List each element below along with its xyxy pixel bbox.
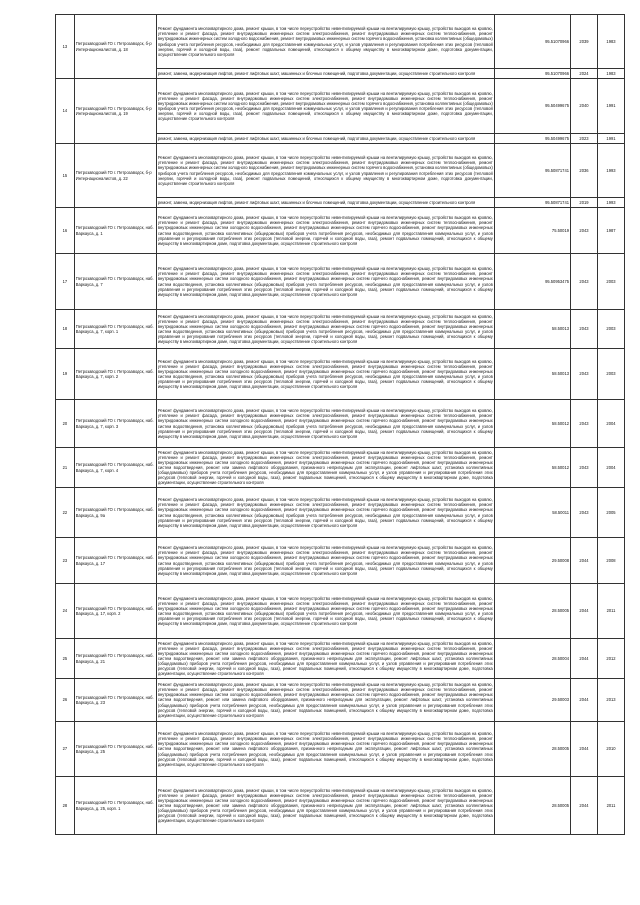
row-number: 25 <box>56 639 75 679</box>
building-address: Петрозаводский ГО г. Петрозаводск, наб. Варкауса, д. 25 <box>74 722 156 777</box>
building-address: Петрозаводский ГО г. Петрозаводск, б-р Интернационалистов, д. 18 <box>74 15 156 79</box>
planned-year: 2023 <box>571 134 598 144</box>
cadastral-number: 28.50005 <box>494 722 570 777</box>
planned-year: 2043 <box>571 349 598 400</box>
cadastral-number: 95.51070966 <box>494 15 570 69</box>
row-number: 24 <box>56 584 75 639</box>
cadastral-number: 95.50871741 <box>494 198 570 208</box>
row-number: 21 <box>56 448 75 488</box>
planned-year: 2044 <box>571 722 598 777</box>
table-row <box>56 448 625 488</box>
build-year: 1991 <box>597 79 624 134</box>
row-number: 20 <box>56 400 75 448</box>
planned-year: 2044 <box>571 679 598 722</box>
building-address: Петрозаводский ГО г. Петрозаводск, наб. Варкауса, д. 7, корп. 3 <box>74 400 156 448</box>
work-description <box>156 254 494 310</box>
work-description-text: Ремонт фундамента многоквартирного дома, ремонт крыши, в том числе переустройство невентилируемой крыши на вентилируемую крышу, устройство выходов на кровлю, утепление и ремонт фасада, ремонт внутридомовых инженерных систем электроснабжения, ремонт внутридомовых инженерных систем теплоснабжения, ремонт внутридомовых инженерных систем холодного водоснабжения, ремонт внутридомовых инженерных систем горячего водоснабжения, ремонт внутридомовых инженерных систем водоотведения, ремонт или замена лифтового оборудования, признанного непригодным для эксплуатации, ремонт лифтовых шахт, установка коллективных (общедомовых) приборов учета потребления ресурсов, необходимых для предоставления коммунальных услуг, и узлов управления и регулирования потребления этих ресурсов (тепловой энергии, горячей и холодной воды, газа), ремонт подвальных помещений, относящихся к общему имуществу в многоквартирном доме, подготовка документации, осуществление строительного контроля <box>157 682 493 718</box>
work-description-text: Ремонт фундамента многоквартирного дома, ремонт крыши, в том числе переустройство невентилируемой крыши на вентилируемую крышу, устройство выходов на кровлю, утепление и ремонт фасада, ремонт внутридомовых инженерных систем электроснабжения, ремонт внутридомовых инженерных систем теплоснабжения, ремонт внутридомовых инженерных систем холодного водоснабжения, ремонт внутридомовых инженерных систем горячего водоснабжения, ремонт внутридомовых инженерных систем водоотведения, ремонт или замена лифтового оборудования, признанного непригодным для эксплуатации, ремонт лифтовых шахт, установка коллективных (общедомовых) приборов учета потребления ресурсов, необходимых для предоставления коммунальных услуг, и узлов управления и регулирования потребления этих ресурсов (тепловой энергии, горячей и холодной воды, газа), ремонт подвальных помещений, относящихся к общему имуществу в многоквартирном доме, подготовка документации, осуществление строительного контроля <box>157 787 493 824</box>
table-row <box>56 400 625 448</box>
cadastral-number: 58.50012 <box>494 400 570 448</box>
cadastral-number: 28.50004 <box>494 639 570 679</box>
row-number: 23 <box>56 538 75 584</box>
planned-year: 2043 <box>571 448 598 488</box>
work-description-text: Ремонт фундамента многоквартирного дома, ремонт крыши, в том числе переустройство невентилируемой крыши на вентилируемую крышу, устройство выходов на кровлю, утепление и ремонт фасада, ремонт внутридомовых инженерных систем электроснабжения, ремонт внутридомовых инженерных систем теплоснабжения, ремонт внутридомовых инженерных систем холодного водоснабжения, ремонт внутридомовых инженерных систем горячего водоснабжения, установка коллективных (общедомовых) приборов учета потребления ресурсов, необходимых для предоставления коммунальных услуг, и узлов управления и регулирования потребления этих ресурсов (тепловой энергии, горячей и холодной воды, газа), ремонт подвальных помещений, относящихся к общему имуществу в многоквартирном доме, подготовка документации, осуществление строительного контроля <box>157 90 493 122</box>
building-address: Петрозаводский ГО г. Петрозаводск, наб. Варкауса, д. 21 <box>74 639 156 679</box>
work-description-text: ремонт, замена, модернизация лифтов, ремонт лифтовых шахт, машинных и блочных помещений, подготовка документации, осуществление строительного контроля <box>157 70 476 76</box>
row-number: 16 <box>56 208 75 254</box>
work-description <box>156 679 494 722</box>
capital-repair-table <box>55 14 625 835</box>
cadastral-number: 58.50013 <box>494 310 570 349</box>
row-number: 15 <box>56 144 75 208</box>
work-description <box>156 134 494 144</box>
table-row <box>56 639 625 679</box>
work-description <box>156 349 494 400</box>
build-year: 2008 <box>597 538 624 584</box>
work-description <box>156 448 494 488</box>
building-address: Петрозаводский ГО г. Петрозаводск, наб. Варкауса, д. 17, корп. 2 <box>74 584 156 639</box>
table-row <box>56 144 625 198</box>
cadastral-number: 95.50499675 <box>494 79 570 134</box>
planned-year: 2039 <box>571 15 598 69</box>
build-year: 2012 <box>597 639 624 679</box>
building-address: Петрозаводский ГО г. Петрозаводск, б-р Интернационалистов, д. 19 <box>74 79 156 144</box>
work-description-text: ремонт, замена, модернизация лифтов, ремонт лифтовых шахт, машинных и блочных помещений, подготовка документации, осуществление строительного контроля <box>157 199 476 205</box>
planned-year: 2044 <box>571 584 598 639</box>
work-description <box>156 208 494 254</box>
table-row <box>56 777 625 835</box>
work-description-text: Ремонт фундамента многоквартирного дома, ремонт крыши, в том числе переустройство невентилируемой крыши на вентилируемую крышу, устройство выходов на кровлю, утепление и ремонт фасада, ремонт внутридомовых инженерных систем электроснабжения, ремонт внутридомовых инженерных систем теплоснабжения, ремонт внутридомовых инженерных систем холодного водоснабжения, ремонт внутридомовых инженерных систем горячего водоснабжения, ремонт внутридомовых инженерных систем водоотведения, ремонт или замена лифтового оборудования, признанного непригодным для эксплуатации, ремонт лифтовых шахт, установка коллективных (общедомовых) приборов учета потребления ресурсов, необходимых для предоставления коммунальных услуг, и узлов управления и регулирования потребления этих ресурсов (тепловой энергии, горячей и холодной воды, газа), ремонт подвальных помещений, относящихся к общему имуществу в многоквартирном доме, подготовка документации, осуществление строительного контроля <box>157 449 493 486</box>
row-number: 18 <box>56 310 75 349</box>
work-description-text: Ремонт фундамента многоквартирного дома, ремонт крыши, в том числе переустройство невентилируемой крыши на вентилируемую крышу, устройство выходов на кровлю, утепление и ремонт фасада, ремонт внутридомовых инженерных систем электроснабжения, ремонт внутридомовых инженерных систем теплоснабжения, ремонт внутридомовых инженерных систем холодного водоснабжения, ремонт внутридомовых инженерных систем горячего водоснабжения, ремонт внутридомовых инженерных систем водоотведения, установка коллективных (общедомовых) приборов учета потребления ресурсов, необходимых для предоставления коммунальных услуг, и узлов управления и регулирования потребления этих ресурсов (тепловой энергии, горячей и холодной воды, газа), ремонт подвальных помещений, относящихся к общему имуществу в многоквартирном доме, подготовка документации, осуществление строительного контроля <box>157 497 493 528</box>
table-row <box>56 310 625 349</box>
work-description <box>156 69 494 79</box>
planned-year: 2044 <box>571 777 598 835</box>
cadastral-number: 58.50011 <box>494 488 570 538</box>
building-address: Петрозаводский ГО г. Петрозаводск, наб. Варкауса, д. 7 <box>74 254 156 310</box>
build-year: 2005 <box>597 488 624 538</box>
planned-year: 2040 <box>571 79 598 134</box>
work-description-text: Ремонт фундамента многоквартирного дома, ремонт крыши, в том числе переустройство невентилируемой крыши на вентилируемую крышу, устройство выходов на кровлю, утепление и ремонт фасада, ремонт внутридомовых инженерных систем электроснабжения, ремонт внутридомовых инженерных систем теплоснабжения, ремонт внутридомовых инженерных систем холодного водоснабжения, ремонт внутридомовых инженерных систем горячего водоснабжения, установка коллективных (общедомовых) приборов учета потребления ресурсов, необходимых для предоставления коммунальных услуг, и узлов управления и регулирования потребления этих ресурсов (тепловой энергии, горячей и холодной воды, газа), ремонт подвальных помещений, относящихся к общему имуществу в многоквартирном доме, подготовка документации, осуществление строительного контроля <box>157 26 493 57</box>
planned-year: 2043 <box>571 208 598 254</box>
build-year: 2010 <box>597 722 624 777</box>
building-address: Петрозаводский ГО г. Петрозаводск, наб. Варкауса, д. 23 <box>74 679 156 722</box>
cadastral-number: 95.51070966 <box>494 69 570 79</box>
table-row <box>56 679 625 722</box>
work-description-text: Ремонт фундамента многоквартирного дома, ремонт крыши, в том числе переустройство невентилируемой крыши на вентилируемую крышу, устройство выходов на кровлю, утепление и ремонт фасада, ремонт внутридомовых инженерных систем электроснабжения, ремонт внутридомовых инженерных систем теплоснабжения, ремонт внутридомовых инженерных систем холодного водоснабжения, ремонт внутридомовых инженерных систем горячего водоснабжения, ремонт внутридомовых инженерных систем водоотведения, установка коллективных (общедомовых) приборов учета потребления ресурсов, необходимых для предоставления коммунальных услуг, и узлов управления и регулирования потребления этих ресурсов (тепловой энергии, горячей и холодной воды, газа), ремонт подвальных помещений, относящихся к общему имуществу в многоквартирном доме, подготовка документации, осуществление строительного контроля <box>157 313 493 345</box>
row-number: 27 <box>56 722 75 777</box>
work-description <box>156 144 494 198</box>
work-description <box>156 538 494 584</box>
planned-year: 2024 <box>571 69 598 79</box>
build-year: 1993 <box>597 198 624 208</box>
build-year: 1983 <box>597 69 624 79</box>
build-year: 2011 <box>597 584 624 639</box>
build-year: 1991 <box>597 134 624 144</box>
table-row <box>56 254 625 310</box>
row-number: 13 <box>56 15 75 79</box>
work-description-text: Ремонт фундамента многоквартирного дома, ремонт крыши, в том числе переустройство невентилируемой крыши на вентилируемую крышу, устройство выходов на кровлю, утепление и ремонт фасада, ремонт внутридомовых инженерных систем электроснабжения, ремонт внутридомовых инженерных систем теплоснабжения, ремонт внутридомовых инженерных систем холодного водоснабжения, ремонт внутридомовых инженерных систем горячего водоснабжения, установка коллективных (общедомовых) приборов учета потребления ресурсов, необходимых для предоставления коммунальных услуг, и узлов управления и регулирования потребления этих ресурсов (тепловой энергии, горячей и холодной воды, газа), ремонт подвальных помещений, относящихся к общему имуществу в многоквартирном доме, подготовка документации, осуществление строительного контроля <box>157 155 493 186</box>
work-description <box>156 310 494 349</box>
build-year: 1983 <box>597 15 624 69</box>
row-number: 19 <box>56 349 75 400</box>
build-year: 1993 <box>597 144 624 198</box>
build-year: 2003 <box>597 310 624 349</box>
work-description-text: Ремонт фундамента многоквартирного дома, ремонт крыши, в том числе переустройство невентилируемой крыши на вентилируемую крышу, устройство выходов на кровлю, утепление и ремонт фасада, ремонт внутридомовых инженерных систем электроснабжения, ремонт внутридомовых инженерных систем теплоснабжения, ремонт внутридомовых инженерных систем холодного водоснабжения, ремонт внутридомовых инженерных систем горячего водоснабжения, ремонт внутридомовых инженерных систем водоотведения, установка коллективных (общедомовых) приборов учета потребления ресурсов, необходимых для предоставления коммунальных услуг, и узлов управления и регулирования потребления этих ресурсов (тепловой энергии, горячей и холодной воды, газа), ремонт подвальных помещений, относящихся к общему имуществу в многоквартирном доме, подготовка документации, осуществление строительного контроля <box>157 408 493 439</box>
planned-year: 2044 <box>571 538 598 584</box>
table-row <box>56 349 625 400</box>
build-year: 1987 <box>597 208 624 254</box>
work-description <box>156 584 494 639</box>
build-year: 2013 <box>597 679 624 722</box>
building-address: Петрозаводский ГО г. Петрозаводск, наб. Варкауса, д. 7, корп. 2 <box>74 349 156 400</box>
work-description-text: Ремонт фундамента многоквартирного дома, ремонт крыши, в том числе переустройство невентилируемой крыши на вентилируемую крышу, устройство выходов на кровлю, утепление и ремонт фасада, ремонт внутридомовых инженерных систем электроснабжения, ремонт внутридомовых инженерных систем теплоснабжения, ремонт внутридомовых инженерных систем холодного водоснабжения, ремонт внутридомовых инженерных систем горячего водоснабжения, ремонт внутридомовых инженерных систем водоотведения, ремонт или замена лифтового оборудования, признанного непригодным для эксплуатации, ремонт лифтовых шахт, установка коллективных (общедомовых) приборов учета потребления ресурсов, необходимых для предоставления коммунальных услуг, и узлов управления и регулирования потребления этих ресурсов (тепловой энергии, горячей и холодной воды, газа), ремонт подвальных помещений, относящихся к общему имуществу в многоквартирном доме, подготовка документации, осуществление строительного контроля <box>157 731 493 767</box>
table-row <box>56 208 625 254</box>
row-number: 17 <box>56 254 75 310</box>
cadastral-number: 28.50005 <box>494 584 570 639</box>
build-year: 2004 <box>597 400 624 448</box>
table-row <box>56 15 625 69</box>
cadastral-number: 29.50008 <box>494 538 570 584</box>
building-address: Петрозаводский ГО г. Петрозаводск, наб. Варкауса, д. 7, корп. 1 <box>74 310 156 349</box>
planned-year: 2043 <box>571 488 598 538</box>
work-description-text: Ремонт фундамента многоквартирного дома, ремонт крыши, в том числе переустройство невентилируемой крыши на вентилируемую крышу, устройство выходов на кровлю, утепление и ремонт фасада, ремонт внутридомовых инженерных систем электроснабжения, ремонт внутридомовых инженерных систем теплоснабжения, ремонт внутридомовых инженерных систем холодного водоснабжения, ремонт внутридомовых инженерных систем горячего водоснабжения, ремонт внутридомовых инженерных систем водоотведения, установка коллективных (общедомовых) приборов учета потребления ресурсов, необходимых для предоставления коммунальных услуг, и узлов управления и регулирования потребления этих ресурсов (тепловой энергии, горячей и холодной воды, газа), ремонт подвальных помещений, относящихся к общему имуществу в многоквартирном доме, подготовка документации, осуществление строительного контроля <box>157 215 493 246</box>
table-row <box>56 488 625 538</box>
building-address: Петрозаводский ГО г. Петрозаводск, наб. Варкауса, д. 1 <box>74 208 156 254</box>
work-description <box>156 777 494 835</box>
work-description <box>156 15 494 69</box>
row-number: 22 <box>56 488 75 538</box>
work-description-text: ремонт, замена, модернизация лифтов, ремонт лифтовых шахт, машинных и блочных помещений, подготовка документации, осуществление строительного контроля <box>157 135 476 141</box>
work-description-text: Ремонт фундамента многоквартирного дома, ремонт крыши, в том числе переустройство невентилируемой крыши на вентилируемую крышу, устройство выходов на кровлю, утепление и ремонт фасада, ремонт внутридомовых инженерных систем электроснабжения, ремонт внутридомовых инженерных систем теплоснабжения, ремонт внутридомовых инженерных систем холодного водоснабжения, ремонт внутридомовых инженерных систем горячего водоснабжения, ремонт внутридомовых инженерных систем водоотведения, установка коллективных (общедомовых) приборов учета потребления ресурсов, необходимых для предоставления коммунальных услуг, и узлов управления и регулирования потребления этих ресурсов (тепловой энергии, горячей и холодной воды, газа), ремонт подвальных помещений, относящихся к общему имуществу в многоквартирном доме, подготовка документации, осуществление строительного контроля <box>157 266 493 297</box>
building-address: Петрозаводский ГО г. Петрозаводск, наб. Варкауса, д. 17 <box>74 538 156 584</box>
table-row <box>56 584 625 639</box>
planned-year: 2043 <box>571 400 598 448</box>
work-description-text: Ремонт фундамента многоквартирного дома, ремонт крыши, в том числе переустройство невентилируемой крыши на вентилируемую крышу, устройство выходов на кровлю, утепление и ремонт фасада, ремонт внутридомовых инженерных систем электроснабжения, ремонт внутридомовых инженерных систем теплоснабжения, ремонт внутридомовых инженерных систем холодного водоснабжения, ремонт внутридомовых инженерных систем горячего водоснабжения, ремонт внутридомовых инженерных систем водоотведения, установка коллективных (общедомовых) приборов учета потребления ресурсов, необходимых для предоставления коммунальных услуг, и узлов управления и регулирования потребления этих ресурсов (тепловой энергии, горячей и холодной воды, газа), ремонт подвальных помещений, относящихся к общему имуществу в многоквартирном доме, подготовка документации, осуществление строительного контроля <box>157 545 493 576</box>
build-year: 2004 <box>597 448 624 488</box>
work-description <box>156 198 494 208</box>
cadastral-number: 28.50005 <box>494 777 570 835</box>
planned-year: 2019 <box>571 198 598 208</box>
table-row <box>56 538 625 584</box>
table-body <box>56 15 625 835</box>
cadastral-number: 95.50871741 <box>494 144 570 198</box>
planned-year: 2036 <box>571 144 598 198</box>
work-description <box>156 639 494 679</box>
building-address: Петрозаводский ГО г. Петрозаводск, наб. Варкауса, д. 7, корп. 4 <box>74 448 156 488</box>
row-number: 28 <box>56 777 75 835</box>
row-number: 26 <box>56 679 75 722</box>
work-description-text: Ремонт фундамента многоквартирного дома, ремонт крыши, в том числе переустройство невентилируемой крыши на вентилируемую крышу, устройство выходов на кровлю, утепление и ремонт фасада, ремонт внутридомовых инженерных систем электроснабжения, ремонт внутридомовых инженерных систем теплоснабжения, ремонт внутридомовых инженерных систем холодного водоснабжения, ремонт внутридомовых инженерных систем горячего водоснабжения, ремонт внутридомовых инженерных систем водоотведения, установка коллективных (общедомовых) приборов учета потребления ресурсов, необходимых для предоставления коммунальных услуг, и узлов управления и регулирования потребления этих ресурсов (тепловой энергии, горячей и холодной воды, газа), ремонт подвальных помещений, относящихся к общему имуществу в многоквартирном доме, подготовка документации, осуществление строительного контроля <box>157 595 493 627</box>
building-address: Петрозаводский ГО г. Петрозаводск, наб. Варкауса, д. 25, корп. 1 <box>74 777 156 835</box>
planned-year: 2043 <box>571 310 598 349</box>
cadastral-number: 58.50013 <box>494 349 570 400</box>
build-year: 2011 <box>597 777 624 835</box>
work-description-text: Ремонт фундамента многоквартирного дома, ремонт крыши, в том числе переустройство невентилируемой крыши на вентилируемую крышу, устройство выходов на кровлю, утепление и ремонт фасада, ремонт внутридомовых инженерных систем электроснабжения, ремонт внутридомовых инженерных систем теплоснабжения, ремонт внутридомовых инженерных систем холодного водоснабжения, ремонт внутридомовых инженерных систем горячего водоснабжения, ремонт внутридомовых инженерных систем водоотведения, ремонт или замена лифтового оборудования, признанного непригодным для эксплуатации, ремонт лифтовых шахт, установка коллективных (общедомовых) приборов учета потребления ресурсов, необходимых для предоставления коммунальных услуг, и узлов управления и регулирования потребления этих ресурсов (тепловой энергии, горячей и холодной воды, газа), ремонт подвальных помещений, относящихся к общему имуществу в многоквартирном доме, подготовка документации, осуществление строительного контроля <box>157 640 493 677</box>
cadastral-number: 75.50019 <box>494 208 570 254</box>
work-description <box>156 488 494 538</box>
cadastral-number: 95.50499675 <box>494 134 570 144</box>
building-address: Петрозаводский ГО г. Петрозаводск, б-р Интернационалистов, д. 22 <box>74 144 156 208</box>
planned-year: 2044 <box>571 639 598 679</box>
cadastral-number: 58.50012 <box>494 448 570 488</box>
table-row <box>56 79 625 134</box>
table-row <box>56 722 625 777</box>
cadastral-number: 29.50003 <box>494 679 570 722</box>
cadastral-number: 95.50953475 <box>494 254 570 310</box>
building-address: Петрозаводский ГО г. Петрозаводск, наб. Варкауса, д. 9а <box>74 488 156 538</box>
row-number: 14 <box>56 79 75 144</box>
work-description <box>156 400 494 448</box>
planned-year: 2043 <box>571 254 598 310</box>
build-year: 2003 <box>597 349 624 400</box>
work-description <box>156 722 494 777</box>
work-description <box>156 79 494 134</box>
build-year: 2003 <box>597 254 624 310</box>
work-description-text: Ремонт фундамента многоквартирного дома, ремонт крыши, в том числе переустройство невентилируемой крыши на вентилируемую крышу, устройство выходов на кровлю, утепление и ремонт фасада, ремонт внутридомовых инженерных систем электроснабжения, ремонт внутридомовых инженерных систем теплоснабжения, ремонт внутридомовых инженерных систем холодного водоснабжения, ремонт внутридомовых инженерных систем горячего водоснабжения, ремонт внутридомовых инженерных систем водоотведения, установка коллективных (общедомовых) приборов учета потребления ресурсов, необходимых для предоставления коммунальных услуг, и узлов управления и регулирования потребления этих ресурсов (тепловой энергии, горячей и холодной воды, газа), ремонт подвальных помещений, относящихся к общему имуществу в многоквартирном доме, подготовка документации, осуществление строительного контроля <box>157 358 493 390</box>
